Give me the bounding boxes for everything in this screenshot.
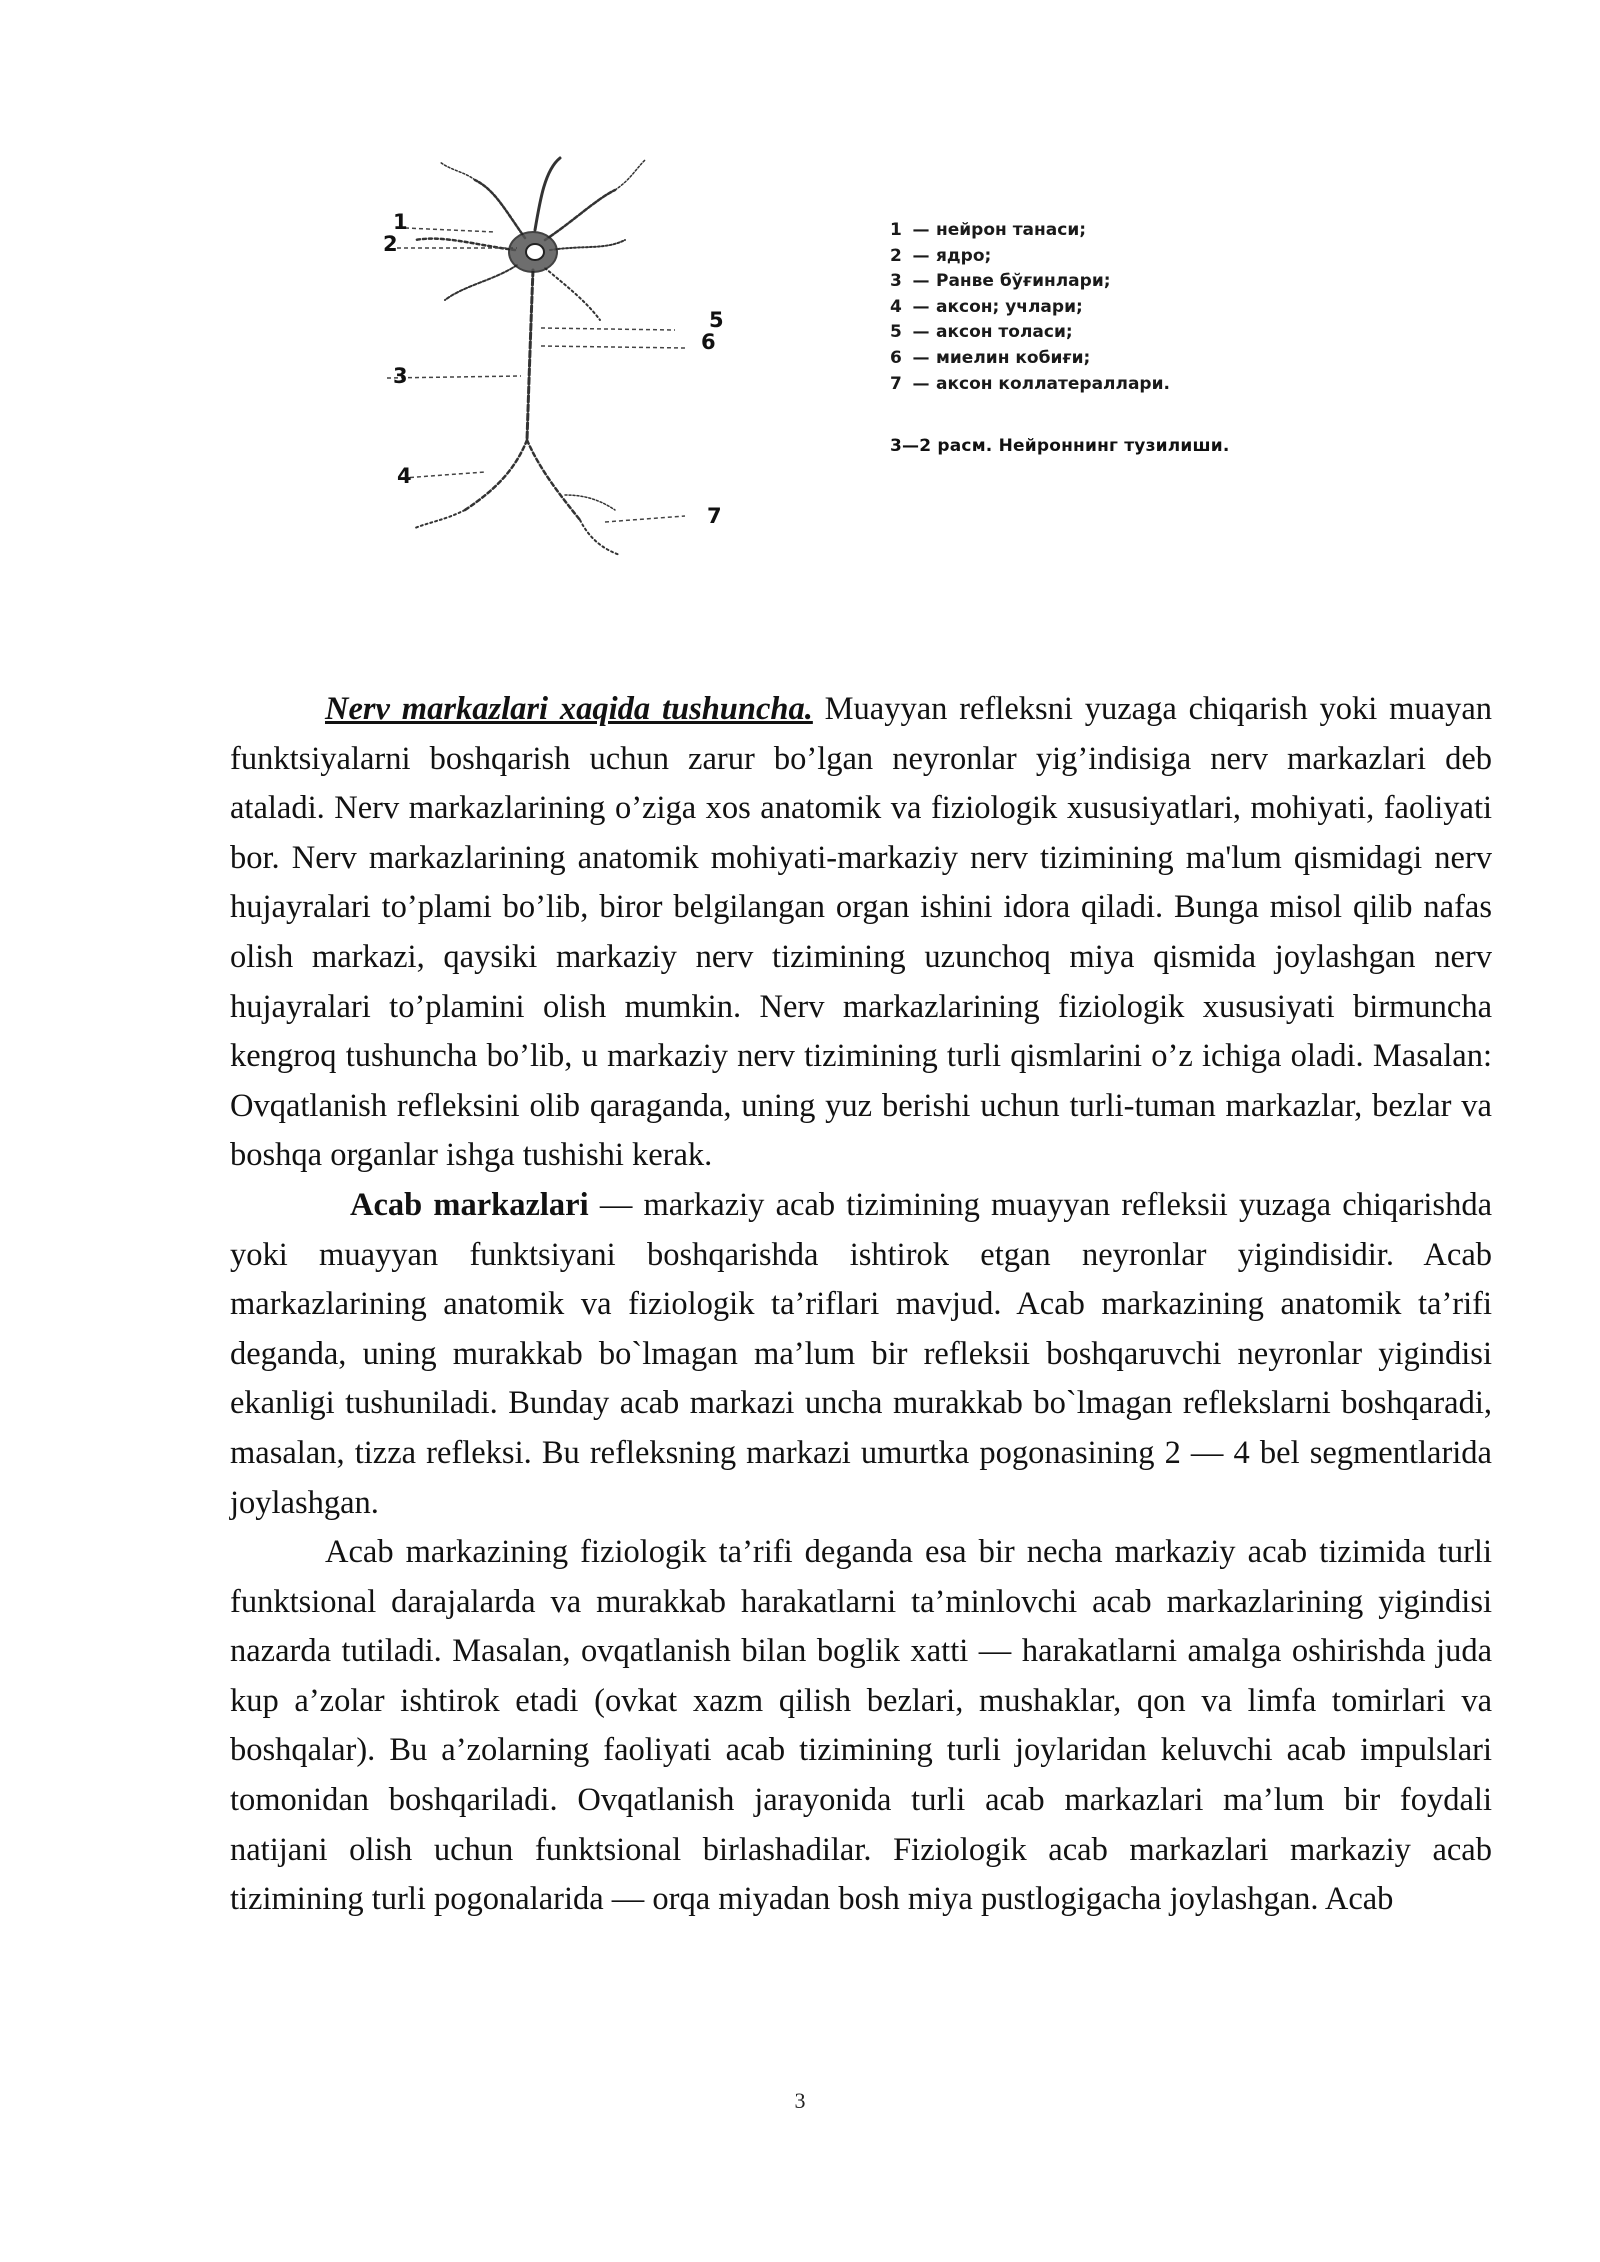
- callout-2: 2: [383, 232, 398, 256]
- callout-7: 7: [707, 504, 722, 528]
- paragraph: Acab markazlari — markaziy acab tizimining muayyan refleksii yuzaga chiqarishda yoki muayyan funktsiyani boshqarishda ishtirok etgan neyronlar yigindisidir. Acab markazlarining anatomik va fiziologik ta’riflari mavjud. Acab markazining anatomik ta’rifi deganda, uning murakkab bo`lmagan ma’lum bir refleksii boshqaruvchi neyronlar yigindisi ekanligi tushuniladi. Bunday acab markazi uncha murakkab bo`lmagan reflekslarni boshqaradi, masalan, tizza refleksi. Bu refleksning markazi umurtka pogonasining 2 — 4 bel segmentlarida joylashgan.: [230, 1186, 1493, 1521]
- neuron-figure: [345, 150, 1345, 590]
- legend-row: 1 — нейрон танаси;: [890, 220, 1087, 240]
- legend-row: 2 — ядро;: [890, 245, 992, 266]
- callout-5: 5: [709, 308, 724, 332]
- legend-row: 3 — Ранве бўғинлари;: [890, 271, 1111, 292]
- figure-legend: [890, 218, 1310, 397]
- callout-1: 1: [393, 210, 408, 234]
- paragraph: Nerv markazlari xaqida tushuncha. Muayyan refleksni yuzaga chiqarish yoki muayan funktsiyalarni boshqarish uchun zarur bo’lgan neyronlar yig’indisiga nerv markazlari deb ataladi. Nerv markazlarining o’ziga xos anatomik va fiziologik xususiyatlari, mohiyati, faoliyati bor. Nerv markazlarining anatomik mohiyati-markaziy nerv tizimining ma'lum qismidagi nerv hujayralari to’plami bo’lib, biror belgilangan organ ishini idora qiladi. Bunga misol qilib nafas olish markazi, qaysiki markaziy nerv tizimining uzunchoq miya qismida joylashgan nerv hujayralari to’plamini olish mumkin. Nerv markazlarining fiziologik xususiyati birmuncha kengroq tushuncha bo’lib, u markaziy nerv tizimining turli qismlarini o’z ichiga oladi. Masalan: Ovqatlanish refleksini olib qaraganda, uning yuz berishi uchun turli-tuman markazlar, bezlar va boshqa organlar ishga tushishi kerak.: [230, 691, 1493, 1174]
- callout-6: 6: [701, 330, 716, 354]
- callout-3: 3: [393, 364, 408, 388]
- page-number: 3: [794, 2088, 806, 2113]
- legend-row: 7 — аксон коллатераллари.: [890, 373, 1170, 394]
- legend-row: 6 — миелин кобиғи;: [890, 347, 1091, 368]
- body-text: [230, 685, 1492, 1925]
- legend-row: 5 — аксон толаси;: [890, 322, 1073, 343]
- paragraph: Acab markazining fiziologik ta’rifi deganda esa bir necha markaziy acab tizimida turli funktsional darajalarda va murakkab harakatlarni ta’minlovchi acab markazlarining yigindisi nazarda tutiladi. Masalan, ovqatlanish bilan boglik xatti — harakatlarni amalga oshirishda juda kup a’zolar ishtirok etadi (ovkat xazm qilish bezlari, mushaklar, qon va limfa tomirlari va boshqalar). Bu a’zolarning faoliyati acab tizimining turli joylaridan keluvchi acab impulslari tomonidan boshqariladi. Ovqatlanish jarayonida turli acab markazlari ma’lum bir foydali natijani olish uchun funktsional birlashadilar. Fiziologik acab markazlari markaziy acab tizimining turli pogonalarida — orqa miyadan bosh miya pustlogigacha joylashgan. Acab: [230, 1534, 1492, 1918]
- legend-row: 4 — аксон; учлари;: [890, 296, 1083, 317]
- term-bold: Acab markazlari: [350, 1186, 589, 1223]
- section-heading: Nerv markazlari xaqida tushuncha.: [325, 691, 813, 727]
- callout-4: 4: [397, 464, 412, 488]
- figure-caption: 3—2 расм. Нейроннинг тузилиши.: [890, 436, 1230, 456]
